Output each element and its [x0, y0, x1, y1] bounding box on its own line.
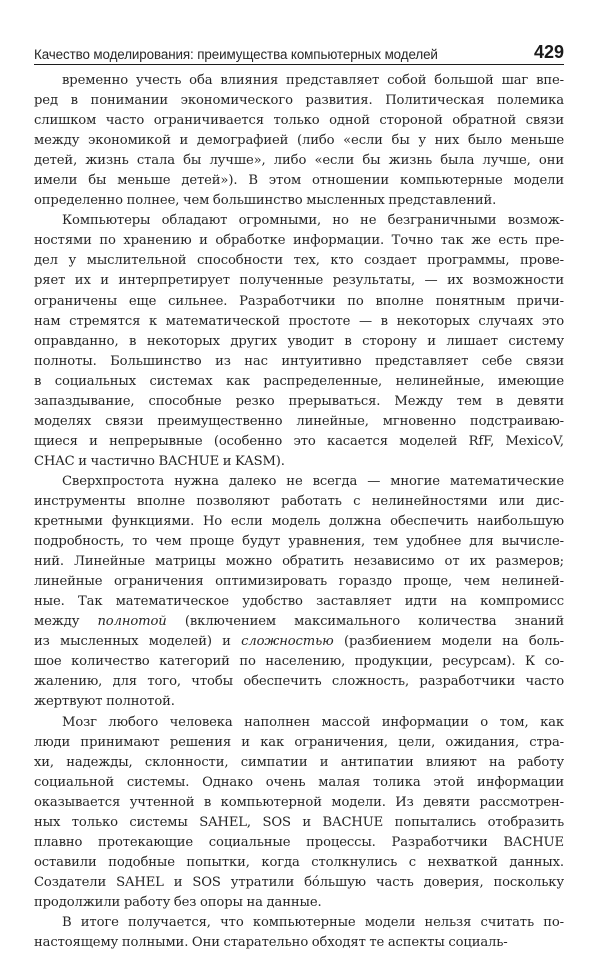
text-line: запаздывание, способные резко прерываться. Между тем в девяти — [34, 393, 564, 409]
text-line: ностями по хранению и обработке информации. Точно так же есть пре- — [34, 233, 564, 249]
body-text — [34, 71, 564, 953]
text-line: в социальных системах как распределенные, нелинейные, имеющие — [34, 373, 564, 389]
text-line: ограничены еще сильнее. Разработчики по вполне понятным причи- — [34, 293, 564, 309]
text-line: плавно протекающие социальные процессы. Разработчики BACHUE — [34, 834, 564, 850]
text-line: хи, надежды, склонности, симпатии и антипатии влияют на работу — [34, 754, 564, 770]
paragraph — [34, 211, 564, 472]
text-line: Компьютеры обладают огромными, но не безграничными возмож- — [62, 213, 564, 229]
text-line: между экономикой и демографией (либо «если бы у них было меньше — [34, 133, 564, 149]
text-line: из мысленных моделей) и сложностью (разбиением модели на боль- — [34, 634, 564, 650]
text-line: В итоге получается, что компьютерные модели нельзя считать по- — [62, 914, 564, 930]
text-line: продолжили работу без опоры на данные. — [34, 894, 322, 910]
text-line: оправданно, в некоторых других уводит в сторону и лишает систему — [34, 333, 564, 349]
text-line: временно учесть оба влияния представляет собой большой шаг впе- — [62, 73, 564, 88]
text-line: полноты. Большинство из нас интуитивно представляет себе связи — [34, 353, 564, 369]
text-line: подробность, то чем проще будут уравнения, тем удобнее для вычисле- — [34, 534, 564, 550]
paragraph — [34, 713, 564, 913]
paragraph — [34, 913, 564, 953]
text-line: инструменты вполне позволяют работать с нелинейностями или дис- — [34, 493, 564, 509]
running-head: Качество моделирования: преимущества компьютерных моделей — [34, 47, 438, 62]
text-line: слишком часто ограничивается только одной стороной обратной связи — [34, 113, 564, 129]
text-line: оставили подобные попытки, когда столкнулись с нехваткой данных. — [34, 854, 564, 870]
page-number: 429 — [533, 42, 564, 62]
text-line: жертвуют полнотой. — [34, 694, 175, 710]
text-line: шое количество категорий по населению, продукции, ресурсам). К со- — [34, 654, 564, 670]
text-line: настоящему полными. Они старательно обходят те аспекты социаль- — [34, 935, 508, 951]
text-line: Создатели SAHEL и SOS утратили бóльшую часть доверия, поскольку — [34, 874, 564, 890]
text-line: социальной системы. Однако очень малая толика этой информации — [34, 774, 564, 790]
text-line: определенно полнее, чем большинство мысленных представлений. — [34, 193, 497, 209]
text-line: ных только системы SAHEL, SOS и BACHUE попытались отобразить — [34, 814, 564, 830]
text-line: жалению, для того, чтобы обеспечить сложность, разработчики часто — [34, 674, 564, 690]
text-line: ний. Линейные матрицы можно обратить независимо от их размеров; — [34, 554, 564, 570]
paragraph — [34, 472, 564, 713]
text-line: щиеся и непрерывные (особенно это касается моделей RfF, MexicoV, — [34, 433, 564, 449]
text-line: кретными функциями. Но если модель должна обеспечить наибольшую — [34, 514, 564, 530]
text-line: детей, жизнь стала бы лучше», либо «если бы жизнь была лучше, они — [34, 153, 564, 169]
paragraph — [34, 71, 564, 211]
text-line: Сверхпростота нужна далеко не всегда — многие математические — [62, 473, 564, 489]
text-line: моделях связи преимущественно линейные, мгновенно подстраиваю- — [34, 413, 564, 429]
text-line: оказывается учтенной в компьютерной модели. Из девяти рассмотрен- — [34, 794, 564, 810]
text-line: дел у мыслительной способности тех, кто создает программы, прове- — [34, 253, 564, 269]
text-line: ряет их и интерпретирует полученные результаты, — их возможности — [34, 273, 564, 289]
text-line: Мозг любого человека наполнен массой информации о том, как — [62, 714, 564, 730]
text-line: ные. Так математическое удобство заставляет идти на компромисс — [34, 594, 564, 610]
text-line: нам стремятся к математической простоте — в некоторых случаях это — [34, 313, 564, 329]
text-line: CHAC и частично BACHUE и KASM). — [34, 453, 285, 469]
text-line: люди принимают решения и как ограничения, цели, ожидания, стра- — [34, 734, 564, 750]
text-line: между полнотой (включением максимального количества знаний — [34, 614, 564, 630]
text-line: ред в понимании экономического развития. Политическая полемика — [34, 93, 564, 109]
text-line: имели бы меньше детей»). В этом отношении компьютерные модели — [34, 173, 564, 189]
text-line: линейные ограничения оптимизировать гораздо проще, чем нелиней- — [34, 574, 564, 590]
page-header — [34, 40, 564, 65]
book-page — [34, 40, 564, 953]
